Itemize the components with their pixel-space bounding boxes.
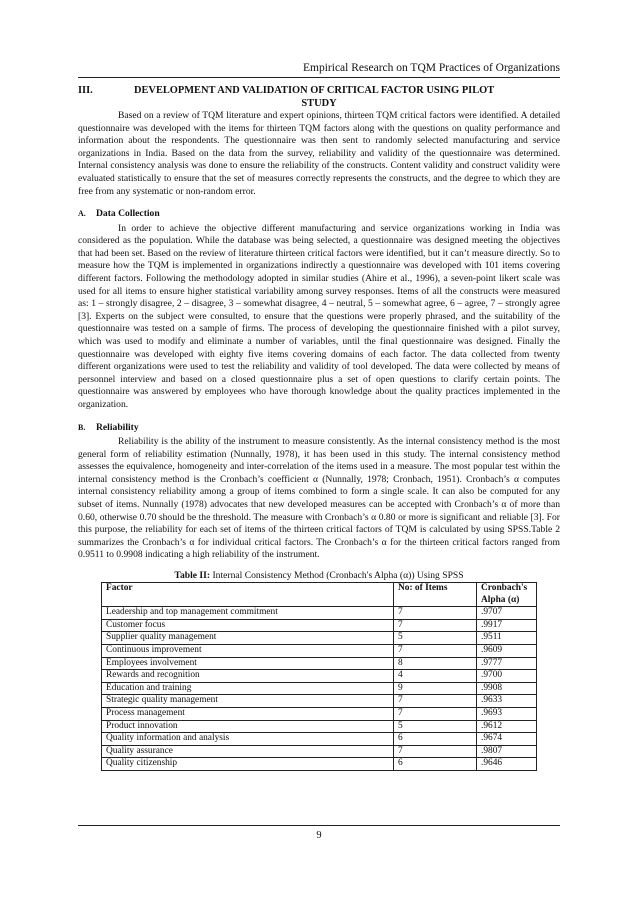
alpha-cell: .9511	[477, 632, 537, 645]
items-cell: 7	[394, 695, 477, 708]
table-row	[102, 670, 537, 683]
items-cell: 6	[394, 733, 477, 746]
items-cell: 7	[394, 707, 477, 720]
table-row	[102, 619, 537, 632]
data-collection-paragraph: In order to achieve the objective different manufacturing and service organizations working in India was considered as the population. While the database was being selected, a questionnaire was designed meeting the objectives that had been set. Based on the review of literature thirteen critical factors were identified, but it can’t measure directly. So to measure how the TQM is implemented in organizations indirectly a questionnaire was developed with 101 items covering different factors. Following the methodology adopted in similar studies (Ahire et al., 1996), a seven-point likert scale was used for all items to ensure higher statistical variability among survey responses. Items of all the constructs were measured as: 1 – strongly disagree, 2 – disagree, 3 – somewhat disagree, 4 – neutral, 5 – somewhat agree, 6 – agree, 7 – strongly agree [3]. Experts on the subject were consulted, to ensure that the questions were properly phrased, and the suitability of the questionnaire was tested on a sample of firms. The process of developing the questionnaire finished with a pilot survey, which was used to modify and eliminate a number of variables, until the final questionnaire was designed. Finally the questionnaire was developed with eighty five items covering domains of each factor. The data collected from twenty different organizations were used to test the reliability and validity of tool developed. The data were collected by means of personnel interview and based on a closed questionnaire plus a set of open questions to clarify certain points. The questionnaire was answered by employees who have thorough knowledge about the quality practices implemented in the organization.	[78, 222, 560, 410]
items-cell: 7	[394, 745, 477, 758]
alpha-cell: .9807	[477, 745, 537, 758]
factor-cell: Process management	[102, 707, 394, 720]
factor-cell: Quality assurance	[102, 745, 394, 758]
factor-cell: Strategic quality management	[102, 695, 394, 708]
factor-cell: Rewards and recognition	[102, 670, 394, 683]
items-cell: 7	[394, 644, 477, 657]
section-number: III.	[78, 85, 93, 96]
factor-cell: Supplier quality management	[102, 632, 394, 645]
table-row	[102, 682, 537, 695]
table-row	[102, 758, 537, 771]
table-row	[102, 720, 537, 733]
factor-cell: Employees involvement	[102, 657, 394, 670]
table-row	[102, 657, 537, 670]
items-cell: 4	[394, 670, 477, 683]
items-cell: 5	[394, 720, 477, 733]
items-cell: 7	[394, 607, 477, 620]
alpha-cell: .9777	[477, 657, 537, 670]
alpha-cell: .9700	[477, 670, 537, 683]
alpha-cell: .9707	[477, 607, 537, 620]
factor-cell: Leadership and top management commitment	[102, 607, 394, 620]
section-title-line2: STUDY	[301, 97, 337, 109]
alpha-cell: .9908	[477, 682, 537, 695]
alpha-cell: .9612	[477, 720, 537, 733]
cronbach-alpha-table	[101, 582, 537, 771]
section-intro-paragraph: Based on a review of TQM literature and expert opinions, thirteen TQM critical factors were identified. A detailed questionnaire was developed with the items for thirteen TQM factors along with the questions on quality performance and information about the respondents. The questionnaire was then sent to randomly selected manufacturing and service organizations in India. Based on the data from the survey, reliability and validity of the questionnaire was determined. Internal consistency analysis was done to ensure the reliability of the constructs. Content validity and construct validity were evaluated statistically to ensure that the set of measures correctly represents the constructs, and the degree to which they are free from any systematic or non-random error.	[78, 110, 560, 197]
subsection-a-letter: A.	[78, 209, 86, 219]
subsection-b-heading	[78, 422, 560, 435]
items-cell: 5	[394, 632, 477, 645]
table-row	[102, 607, 537, 620]
factor-cell: Continuous improvement	[102, 644, 394, 657]
subsection-b-letter: B.	[78, 422, 86, 432]
header-cronbach-alpha: Cronbach's Alpha (α)	[477, 583, 537, 607]
alpha-cell: .9609	[477, 644, 537, 657]
factor-cell: Product innovation	[102, 720, 394, 733]
section-title	[78, 85, 560, 110]
footer-rule	[78, 825, 560, 826]
subsection-a-title: Data Collection	[96, 208, 160, 220]
header-factor: Factor	[102, 583, 394, 607]
alpha-cell: .9674	[477, 733, 537, 746]
header-no-of-items: No: of Items	[394, 583, 477, 607]
table-row	[102, 745, 537, 758]
section-title-line1: DEVELOPMENT AND VALIDATION OF CRITICAL FACTOR USING PILOT	[134, 85, 495, 96]
factor-cell: Quality citizenship	[102, 758, 394, 771]
alpha-cell: .9633	[477, 695, 537, 708]
table-row	[102, 733, 537, 746]
table-caption	[78, 570, 560, 582]
page-number: 9	[316, 830, 322, 841]
factor-cell: Quality information and analysis	[102, 733, 394, 746]
alpha-cell: .9693	[477, 707, 537, 720]
items-cell: 9	[394, 682, 477, 695]
items-cell: 6	[394, 758, 477, 771]
table-row	[102, 707, 537, 720]
table-row	[102, 644, 537, 657]
table-caption-label: Table II:	[174, 570, 211, 581]
subsection-a-heading	[78, 208, 560, 221]
reliability-paragraph: Reliability is the ability of the instrument to measure consistently. As the internal consistency method is the most general form of reliability estimation (Nunnally, 1978), it has been used in this study. The internal consistency method assesses the equivalence, homogeneity and inter-correlation of the items used in a measure. The most popular test within the internal consistency method is the Cronbach’s coefficient α (Nunnally, 1978; Cronbach, 1951). Cronbach’s α computes internal consistency reliability among a group of items combined to form a single scale. It can also be computed for any subset of items. Nunnally (1978) advocates that new developed measures can be accepted with Cronbach’s α of more than 0.60, otherwise 0.70 should be the threshold. The measure with Cronbach’s α 0.80 or more is significant and reliable [3]. For this purpose, the reliability for each set of items of the thirteen critical factors of TQM is calculated by using SPSS.Table 2 summarizes the Cronbach’s α for individual critical factors. The Cronbach’s α for the thirteen critical factors ranged from 0.9511 to 0.9908 indicating a high reliability of the instrument.	[78, 436, 560, 561]
items-cell: 7	[394, 619, 477, 632]
factor-cell: Education and training	[102, 682, 394, 695]
running-head: Empirical Research on TQM Practices of Organizations	[303, 62, 560, 74]
alpha-cell: .9917	[477, 619, 537, 632]
page-content	[78, 85, 560, 771]
table-caption-text: Internal Consistency Method (Cronbach's Alpha (α)) Using SPSS	[210, 570, 464, 581]
table-header-row	[102, 583, 537, 607]
subsection-b-title: Reliability	[96, 421, 139, 433]
table-row	[102, 695, 537, 708]
factor-cell: Customer focus	[102, 619, 394, 632]
header-rule	[78, 77, 560, 78]
alpha-cell: .9646	[477, 758, 537, 771]
table-row	[102, 632, 537, 645]
items-cell: 8	[394, 657, 477, 670]
